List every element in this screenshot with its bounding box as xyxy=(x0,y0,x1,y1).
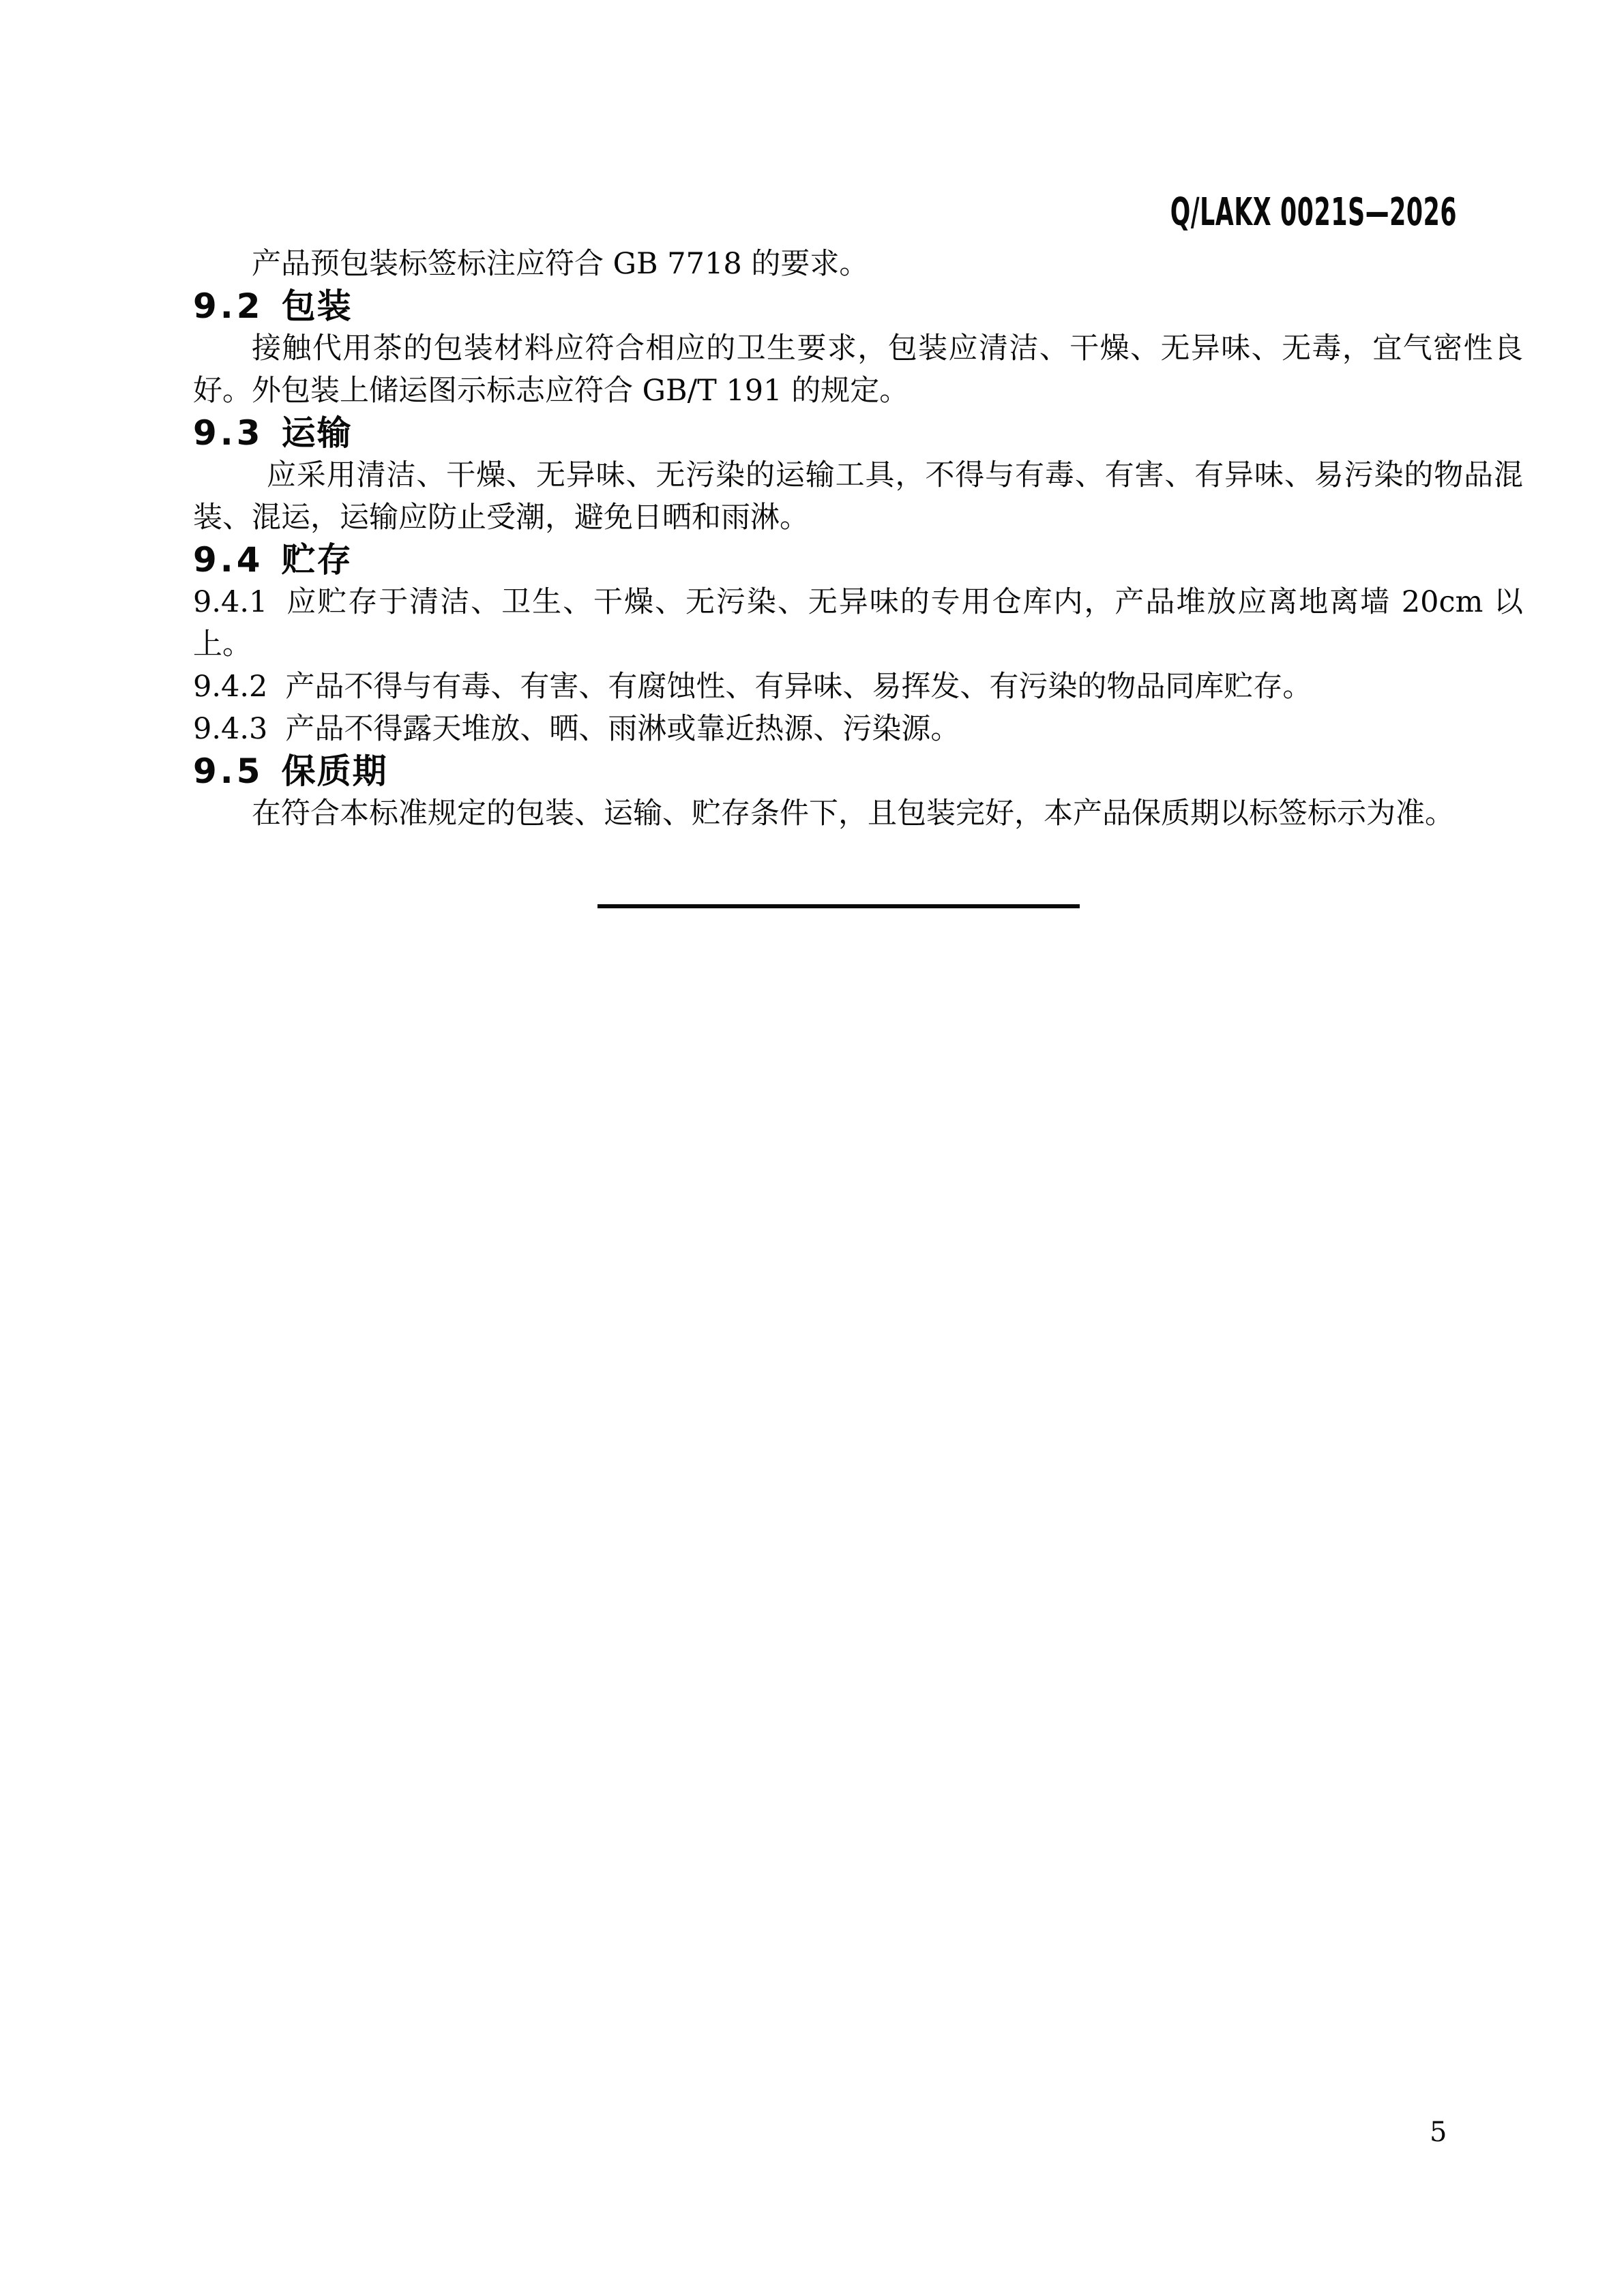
section-title-transport: 运输 xyxy=(281,413,353,453)
section-number-9-5: 9.5 xyxy=(193,751,264,791)
section-number-9-3: 9.3 xyxy=(193,413,264,453)
section-number-9-2: 9.2 xyxy=(193,286,264,326)
clause-number-9-4-2: 9.4.2 xyxy=(193,670,268,704)
intro-paragraph: 产品预包装标签标注应符合 GB 7718 的要求。 xyxy=(252,247,869,281)
section-heading-9-2 xyxy=(193,285,1523,327)
section-heading-9-4 xyxy=(193,539,1523,581)
section-heading-9-5 xyxy=(193,750,1523,792)
clause-text-9-4-3: 产品不得露天堆放、晒、雨淋或靠近热源、污染源。 xyxy=(285,712,960,746)
section-number-9-4: 9.4 xyxy=(193,540,264,580)
section-title-shelf-life: 保质期 xyxy=(281,751,388,791)
clause-text-9-4-1: 应贮存于清洁、卫生、干燥、无污染、无异味的专用仓库内，产品堆放应离地离墙 20cm 以上。 xyxy=(193,585,1523,661)
clause-number-9-4-3: 9.4.3 xyxy=(193,712,268,746)
clause-9-4-1 xyxy=(193,581,1523,666)
paragraph-packaging: 接触代用茶的包装材料应符合相应的卫生要求，包装应清洁、干燥、无异味、无毒，宜气密性良好。外包装上储运图示标志应符合 GB/T 191 的规定。 xyxy=(193,331,1523,408)
page-number: 5 xyxy=(1430,2117,1447,2148)
end-of-document-rule xyxy=(597,904,1080,908)
paragraph-shelf-life: 在符合本标准规定的包装、运输、贮存条件下，且包装完好，本产品保质期以标签标示为准。 xyxy=(252,796,1454,831)
section-title-storage: 贮存 xyxy=(281,540,353,580)
section-heading-9-3 xyxy=(193,412,1523,454)
clause-number-9-4-1: 9.4.1 xyxy=(193,585,268,619)
page-content xyxy=(193,0,1523,908)
clause-text-9-4-2: 产品不得与有毒、有害、有腐蚀性、有异味、易挥发、有污染的物品同库贮存。 xyxy=(285,670,1312,704)
clause-9-4-3 xyxy=(193,708,1523,750)
standard-code: Q/LAKX 0021S—2026 xyxy=(1170,190,1457,235)
section-title-packaging: 包装 xyxy=(281,286,353,326)
doc-header xyxy=(193,192,1523,243)
paragraph-transport: 应采用清洁、干燥、无异味、无污染的运输工具，不得与有毒、有害、有异味、易污染的物品混装、混运，运输应防止受潮，避免日晒和雨淋。 xyxy=(193,458,1523,535)
clause-9-4-2 xyxy=(193,666,1523,708)
